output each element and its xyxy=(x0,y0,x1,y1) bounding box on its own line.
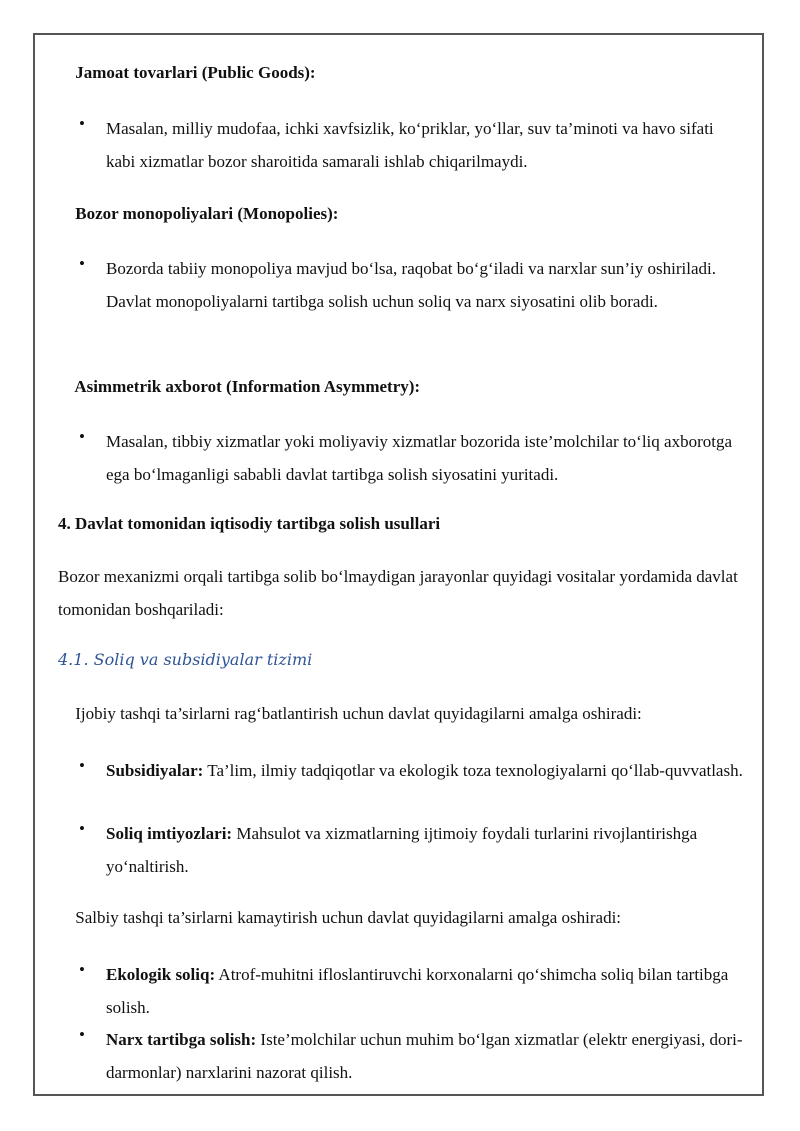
list-item-text: Bozorda tabiiy monopoliya mavjud bo‘lsa, raqobat bo‘g‘iladi va narxlar sun’iy oshiriladi. Davlat monopoliyalarni tartibga solish uchun soliq va narx siyosatini olib boradi. xyxy=(106,259,716,311)
list-item-text: Masalan, tibbiy xizmatlar yoki moliyaviy xizmatlar bozorida iste’molchilar to‘liq axborotga ega bo‘lmaganligi sababli davlat tartibga solish siyosatini yuritadi. xyxy=(106,432,732,484)
subheading-4-1: 4.1. Soliq va subsidiyalar tizimi xyxy=(58,650,313,669)
lead-text: Ijobiy tashqi ta’sirlarni rag‘batlantirish uchun davlat quyidagilarni amalga oshiradi: xyxy=(75,704,642,723)
section-title: Bozor monopoliyalari (Monopolies): xyxy=(75,204,339,223)
list-item-text xyxy=(106,1024,746,1089)
intro-paragraph: Bozor mexanizmi orqali tartibga solib bo‘lmaydigan jarayonlar quyidagi vositalar yordamida davlat tomonidan boshqariladi: xyxy=(58,567,738,619)
section-heading-monopolies xyxy=(58,203,338,225)
positive-lead xyxy=(58,703,642,725)
bullet: • xyxy=(79,254,85,273)
section-title: Asimmetrik axborot (Information Asymmetry): xyxy=(74,377,421,396)
list-item-text xyxy=(106,818,746,883)
item-text: Mahsulot va xizmatlarning ijtimoiy foydali turlarini rivojlantirishga yo‘naltirish. xyxy=(106,824,698,876)
list-item-text: Masalan, milliy mudofaa, ichki xavfsizlik, ko‘priklar, yo‘llar, suv ta’minoti va havo sifati kabi xizmatlar bozor sharoitida samarali ishlab chiqarilmaydi. xyxy=(106,119,714,171)
section-title: Jamoat tovarlari (Public Goods): xyxy=(75,63,316,82)
section-heading-public-goods xyxy=(58,62,316,84)
bullet: • xyxy=(79,114,85,133)
bullet: • xyxy=(79,756,85,775)
section-heading-4: 4. Davlat tomonidan iqtisodiy tartibga solish usullari xyxy=(58,514,441,533)
item-label: Ekologik soliq: xyxy=(106,965,216,984)
section-heading-asymmetry xyxy=(58,376,420,398)
list-item-text xyxy=(106,959,746,1024)
item-text: Iste’molchilar uchun muhim bo‘lgan xizmatlar (elektr energiyasi, dori-darmonlar) narxlarini nazorat qilish. xyxy=(106,1030,743,1082)
list-item-text xyxy=(106,755,746,788)
item-text: Atrof-muhitni ifloslantiruvchi korxonalarni qo‘shimcha soliq bilan tartibga solish. xyxy=(106,965,729,1017)
item-label: Soliq imtiyozlari: xyxy=(106,824,233,843)
bullet: • xyxy=(79,1025,85,1044)
item-text: Ta’lim, ilmiy tadqiqotlar va ekologik toza texnologiyalarni qo‘llab-quvvatlash. xyxy=(203,761,743,780)
lead-text: Salbiy tashqi ta’sirlarni kamaytirish uchun davlat quyidagilarni amalga oshiradi: xyxy=(75,908,622,927)
item-label: Narx tartibga solish: xyxy=(106,1030,257,1049)
item-label: Subsidiyalar: xyxy=(106,761,204,780)
negative-lead xyxy=(58,907,621,929)
bullet: • xyxy=(79,427,85,446)
bullet: • xyxy=(79,960,85,979)
bullet: • xyxy=(79,819,85,838)
